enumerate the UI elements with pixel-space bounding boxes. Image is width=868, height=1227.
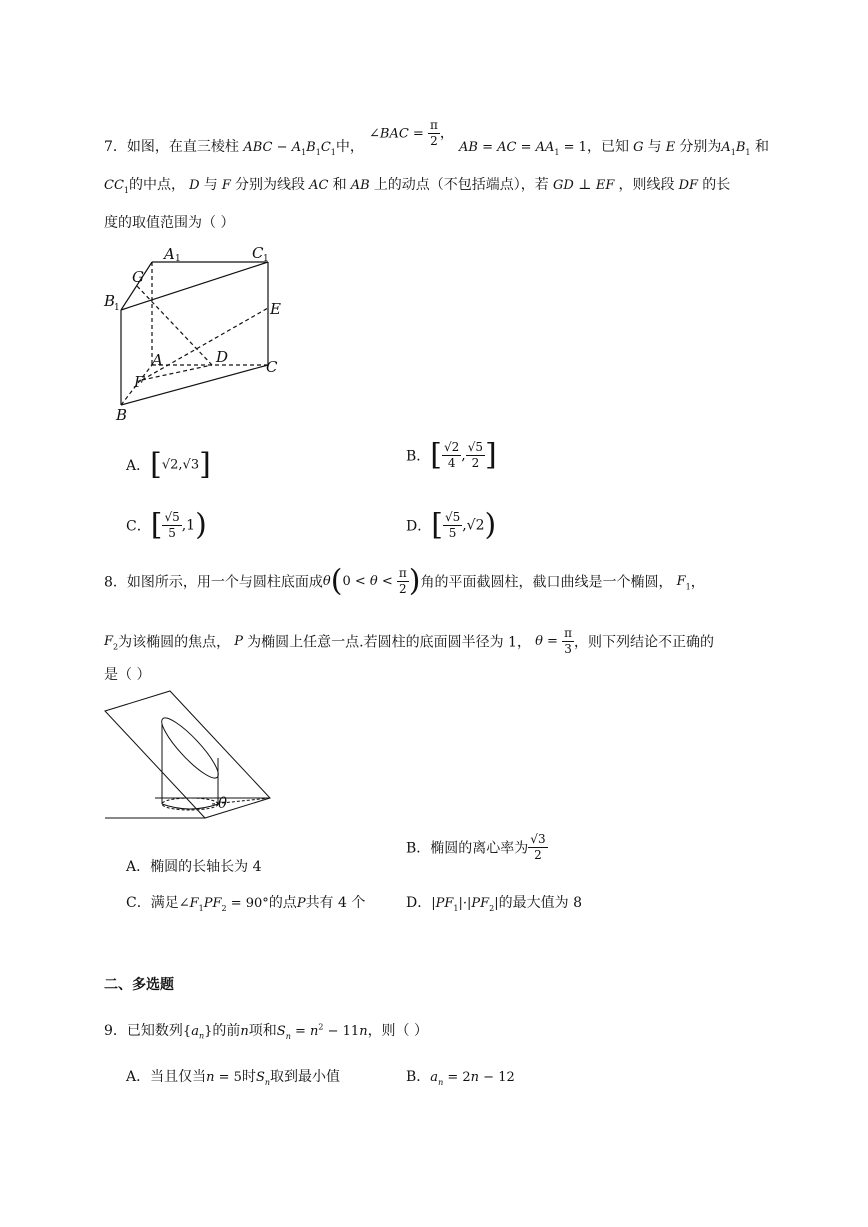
svg-text:1: 1 (175, 254, 181, 264)
section-title: 二、多选题 (104, 977, 174, 993)
fig-label-c: C (266, 358, 278, 376)
q7-option-d: D．[ $\frac{√5}{5}$ ,√2) (406, 507, 497, 543)
q7-option-a: A．[√2,√3] (126, 447, 211, 482)
q7-option-c: C．[ $\frac{√5}{5}$ ,1) (126, 507, 207, 543)
q8-line2: $F_2$为该椭圆的焦点， P 为椭圆上任意一点.若圆柱的底面圆半径为 1， θ = $\frac{\pi}{3}$ ，则下列结论不正确的 (104, 626, 714, 656)
fig-label-b: B (116, 406, 128, 424)
q7-line1: 7．如图，在直三棱柱 ABC − $A_1B_1C_1$中， (104, 139, 364, 157)
fig-label-a: A (152, 351, 163, 369)
q7-line3: 度的取值范围为（ ） (104, 215, 235, 231)
q7-prism-figure (100, 240, 300, 425)
fig-label-d: D (216, 348, 229, 366)
fig-label-f: F (134, 373, 145, 391)
q7-lengths: AB = AC = $AA_1 = 1$，已知 G 与 E 分别为$A_1B_1$ 和 (459, 139, 769, 157)
q7-option-b: B．[ $\frac{√2}{4}$ , $\frac{√5}{2}$ ] (406, 437, 497, 473)
fig-label-g: G (132, 268, 144, 286)
fig-label-theta: θ (218, 794, 228, 812)
q9-option-b: B．$a_n = 2n - 12$ (406, 1069, 515, 1087)
q8-line1: 8．如图所示，用一个与圆柱底面成θ(0 < θ < $\frac{\pi}{2}$ )角的平面截圆柱，截口曲线是一个椭圆， $F_1$， (104, 563, 705, 599)
q7-line2: $CC_1$的中点， D 与 F 分别为线段 AC 和 AB 上的动点（不包括端点），若 GD ⊥ EF ，则线段 DF 的长 (104, 177, 731, 195)
fig-label-c1: C (252, 244, 264, 262)
q8-option-a: A．椭圆的长轴长为 4 (126, 859, 262, 875)
fig-label-a1: A (164, 245, 175, 263)
q8-option-b: B．椭圆的离心率为 $\frac{√3}{2}$ (406, 832, 546, 862)
svg-text:1: 1 (263, 254, 269, 264)
q8-option-d: D．$|PF_1|\cdot|PF_2|$的最大值为 8 (406, 895, 582, 913)
q8-line3: 是（ ） (104, 667, 151, 683)
q9-option-a: A．当且仅当n = 5时$S_n$取到最小值 (126, 1069, 340, 1087)
q9-line1: 9．已知数列$\{a_n\}$的前n项和$S_n = n^2 - 11n$，则（ ） (104, 1022, 429, 1041)
q8-option-c: C．满足$\angle F_1PF_2 = 90^\circ$的点P共有 4 个 (126, 895, 366, 913)
svg-text:1: 1 (114, 303, 120, 313)
q8-cylinder-figure (100, 686, 280, 826)
q7-number: 7． (104, 139, 127, 155)
fig-label-e: E (270, 300, 281, 318)
fig-label-b1: B (104, 292, 116, 310)
q7-angle-bac: ∠BAC = $\frac{\pi}{2}$ ， (369, 118, 454, 148)
